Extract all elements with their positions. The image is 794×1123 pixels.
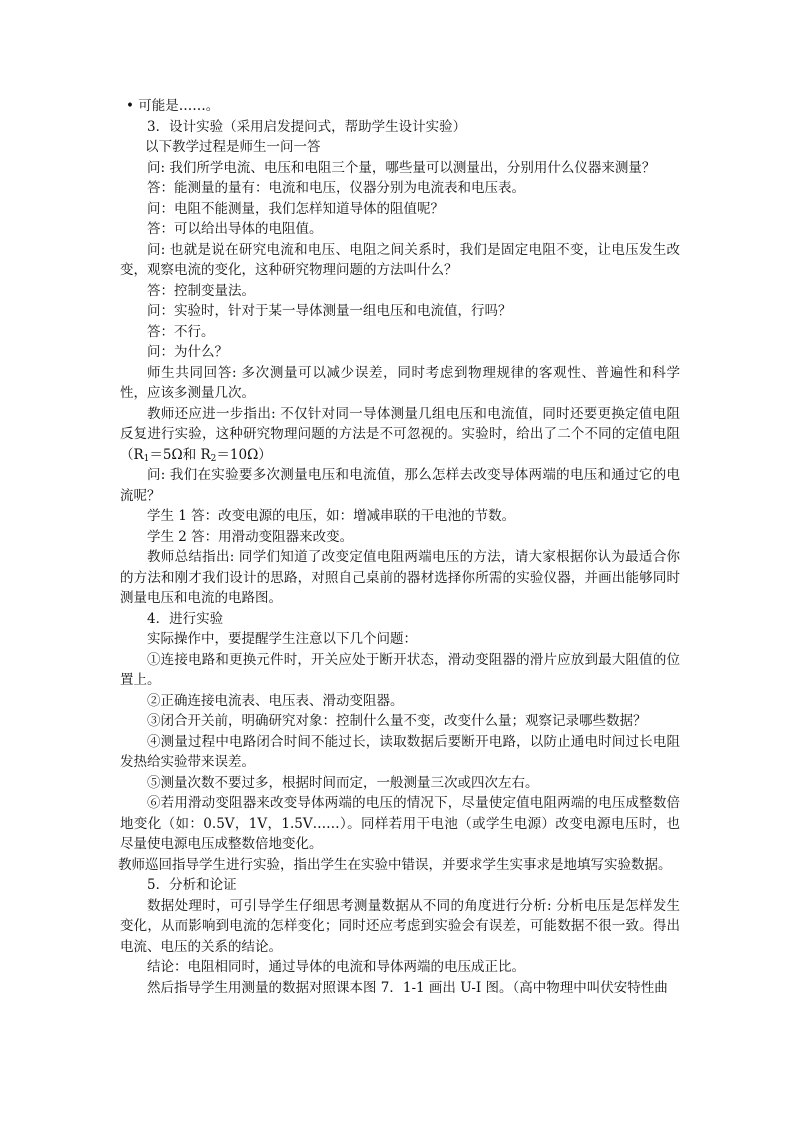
teacher-note-text-b: ＝5Ω和 R [149,446,211,463]
student-2-answer: 学生 2 答：用滑动变阻器来改变。 [147,528,354,545]
section-3-heading: 3．设计实验（采用启发提问式，帮助学生设计实验） [147,118,467,135]
question-4: 问：实验时，针对于某一导体测量一组电压和电流值，行吗？ [147,303,512,319]
answer-1: 答：能测量的量有：电流和电压，仪器分别为电流表和电压表。 [147,180,525,196]
teacher-note-text-c: ＝10Ω） [216,446,272,463]
note-2: ②正确连接电流表、电压表、滑动变阻器。 [147,692,404,709]
then-guide: 然后指导学生用测量的数据对照课本图 7．1-1 画出 U-I 图。（高中物理中叫伏安特性曲 [147,979,668,996]
question-3: 问: 也就是说在研究电流和电压、电阻之间关系时，我们是固定电阻不变，让电压发生改变，观察电流的变化，这种研究物理问题的方法叫什么？ [120,241,680,278]
section-4-heading: 4．进行实验 [147,610,224,627]
teacher-note [120,404,680,466]
note-6: ⑥若用滑动变阻器来改变导体两端的电压的情况下，尽量使定值电阻两端的电压成整数倍地变化（如：0.5V，1V，1.5V……）。同样若用干电池（或学生电源）改变电源电压时，也尽量使电源电压成整数倍地变化。 [120,795,680,852]
teacher-tour: 教师巡回指导学生进行实验，指出学生在实验中错误，并要求学生实事求是地填写实验数据。 [118,856,672,873]
teacher-note-text-a: 教师还应进一步指出: 不仅针对同一导体测量几组电压和电流值，同时还要更换定值电阻反复进行实验，这种研究物理问题的方法是不可忽视的。实验时，给出了二个不同的定值电阻（R [120,405,680,463]
resistor-2-subscript: 2 [210,453,217,464]
note-5: ⑤测量次数不要过多，根据时间而定，一般测量三次或四次左右。 [147,774,539,791]
answer-4: 答：不行。 [147,323,215,340]
bullet-line: • 可能是……。 [126,98,220,114]
student-1-answer: 学生 1 答：改变电源的电压，如：增减串联的干电池的节数。 [147,508,516,524]
joint-answer: 师生共同回答: 多次测量可以减少误差，同时考虑到物理规律的客观性、普遍性和科学性，应该多测量几次。 [120,364,680,401]
operations-intro: 实际操作中，要提醒学生注意以下几个问题： [147,631,417,647]
question-6: 问: 我们在实验要多次测量电压和电流值，那么怎样去改变导体两端的电压和通过它的电流呢？ [120,467,680,504]
conclusion: 结论：电阻相同时，通过导体的电流和导体两端的电压成正比。 [147,959,525,975]
document-page [120,96,680,998]
question-2: 问：电阻不能测量，我们怎样知道导体的阻值呢？ [147,200,444,217]
note-3: ③闭合开关前，明确研究对象：控制什么量不变，改变什么量；观察记录哪些数据？ [147,713,647,729]
answer-2: 答：可以给出导体的电阻值。 [147,221,323,237]
answer-3: 答：控制变量法。 [147,282,255,299]
section-5-heading: 5．分析和论证 [147,877,237,893]
note-1: ①连接电路和更换元件时，开关应处于断开状态，滑动变阻器的滑片应放到最大阻值的位置上。 [120,651,680,688]
data-analysis: 数据处理时，可引导学生仔细思考测量数据从不同的角度进行分析: 分析电压是怎样发生变化，从而影响到电流的怎样变化；同时还应考虑到实验会有误差，可能数据不很一致。得出电流、电压的关系的结论。 [120,897,680,955]
resistor-1-subscript: 1 [143,453,150,464]
note-4: ④测量过程中电路闭合时间不能过长，读取数据后要断开电路，以防止通电时间过长电阻发热给实验带来误差。 [120,733,680,770]
question-1: 问: 我们所学电流、电压和电阻三个量，哪些量可以测量出，分别用什么仪器来测量？ [147,159,656,176]
question-5: 问：为什么？ [147,344,228,360]
intro-line: 以下教学过程是师生一问一答 [145,139,321,155]
teacher-summary: 教师总结指出: 同学们知道了改变定值电阻两端电压的方法，请大家根据你认为最适合你的方法和刚才我们设计的思路，对照自己桌前的器材选择你所需的实验仪器，并画出能够同时测量电压和电流的电路图。 [120,549,680,606]
